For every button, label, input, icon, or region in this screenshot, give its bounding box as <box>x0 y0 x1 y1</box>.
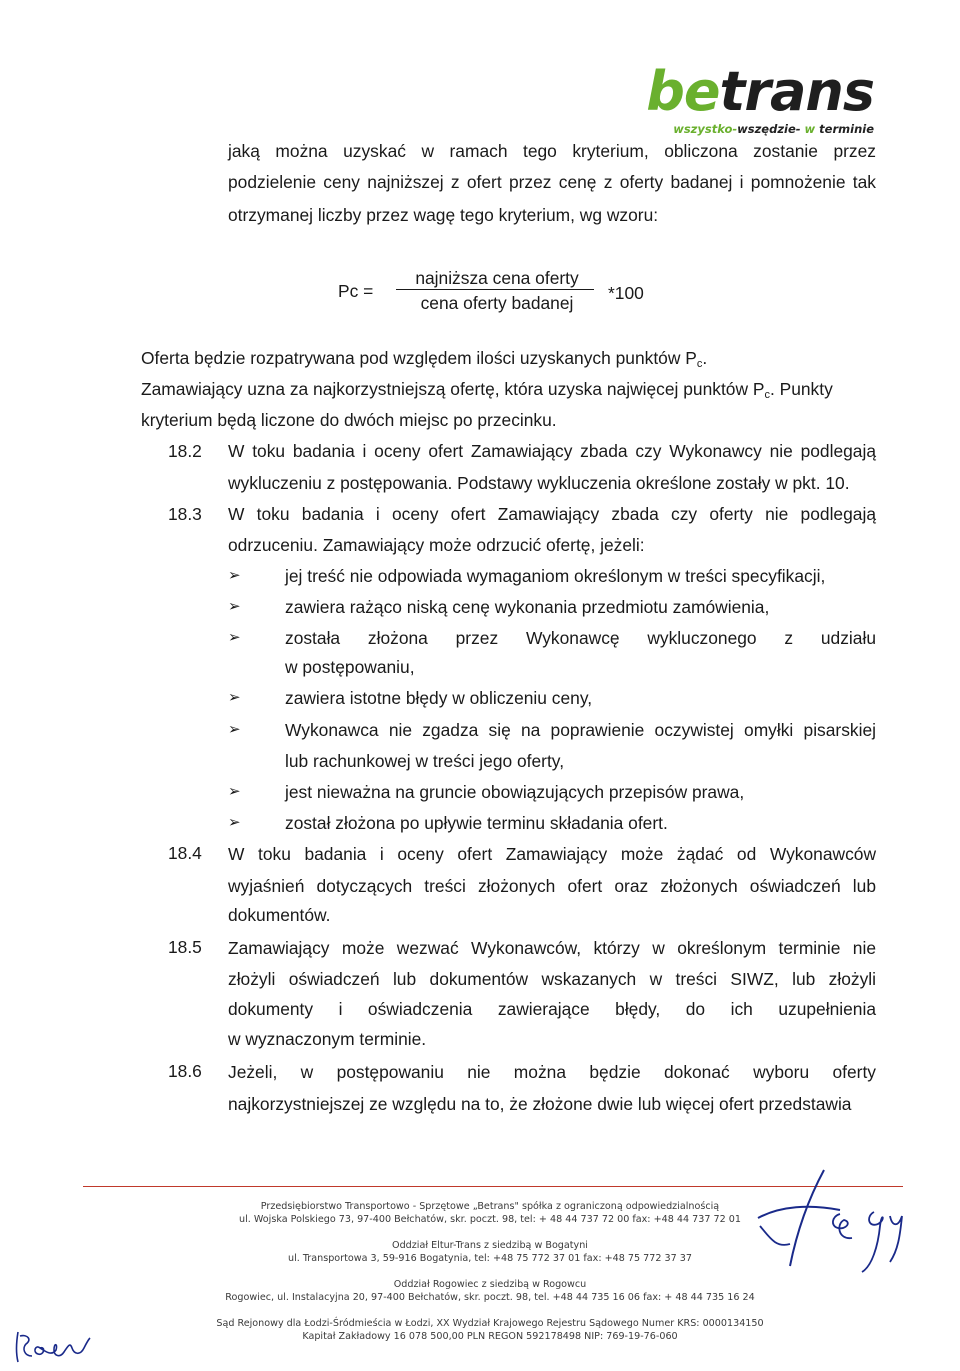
intro-line-2: podzielenie ceny najniższej z ofert przez cenę z oferty badanej i pomnożenie tak <box>228 172 876 192</box>
footer-capital-info: Kapitał Zakładowy 16 078 500,00 PLN REGON 592178498 NIP: 769-19-76-060 <box>302 1331 678 1342</box>
zamawiajacy-line-2: kryterium będą liczone do dwóch miejsc po przecinku. <box>141 410 557 430</box>
bullet-item: został złożona po upływie terminu składania ofert. <box>285 813 668 833</box>
section-18-4-line-2: wyjaśnień dotyczących treści złożonych ofert oraz złożonych oświadczeń lub <box>228 876 876 896</box>
bullet-item: zawiera rażąco niską cenę wykonania przedmiotu zamówienia, <box>285 597 770 617</box>
section-18-5-line-2: złożyli oświadczeń lub dokumentów wskazanych w treści SIWZ, lub złożyli <box>228 969 876 989</box>
footer-branch-1-address: ul. Transportowa 3, 59-916 Bogatynia, tel: +48 75 772 37 01 fax: +48 75 772 37 37 <box>288 1253 692 1264</box>
intro-line-1: jaką można uzyskać w ramach tego kryterium, obliczona zostanie przez <box>228 141 876 161</box>
footer-branch-2-title: Oddział Rogowiec z siedzibą w Rogowcu <box>393 1279 587 1290</box>
section-18-5-line-1: Zamawiający może wezwać Wykonawców, którzy w określonym terminie nie <box>228 938 876 958</box>
bullet-item: Wykonawca nie zgadza się na poprawienie oczywistej omyłki pisarskiej <box>285 720 876 740</box>
footer-branch-1-title: Oddział Eltur-Trans z siedzibą w Bogatyni <box>392 1240 588 1251</box>
bullet-item: zawiera istotne błędy w obliczeniu ceny, <box>285 688 593 708</box>
section-18-6-line-1: Jeżeli, w postępowaniu nie można będzie dokonać wyboru oferty <box>228 1062 876 1082</box>
section-18-4-line-3: dokumentów. <box>228 905 331 925</box>
footer-court-registry: Sąd Rejonowy dla Łodzi-Śródmieścia w Łodzi, XX Wydział Krajowego Rejestru Sądowego Numer KRS: 0000134150 <box>216 1318 764 1329</box>
initials-signature <box>10 1326 100 1366</box>
bullet-item: została złożona przez Wykonawcę wykluczonego z udziału <box>285 628 876 648</box>
arrow-bullet-icon: ➢ <box>228 783 241 800</box>
section-18-2-line-1: W toku badania i oceny ofert Zamawiający zbada czy Wykonawcy nie podlegają <box>228 441 876 461</box>
arrow-bullet-icon: ➢ <box>228 629 241 646</box>
zamawiajacy-line-1: Zamawiający uzna za najkorzystniejszą ofertę, która uzyska najwięcej punktów $P_c$. Punkty <box>141 379 833 401</box>
bullet-item: jej treść nie odpowiada wymaganiom określonym w treści specyfikacji, <box>285 566 826 586</box>
arrow-bullet-icon: ➢ <box>228 567 241 584</box>
logo-tagline: wszystko-wszędzie- w terminie <box>673 122 874 136</box>
arrow-bullet-icon: ➢ <box>228 814 241 831</box>
bullet-item-continuation: lub rachunkowej w treści jego oferty, <box>285 751 565 771</box>
section-number-18-5: 18.5 <box>168 937 202 957</box>
footer-branch-2-address: Rogowiec, ul. Instalacyjna 20, 97-400 Bełchatów, skr. poczt. 98, tel. +48 44 735 16 06 fax: + 48 44 735 16 24 <box>225 1292 755 1303</box>
handwritten-signature <box>740 1166 920 1286</box>
fraction-bar <box>396 289 594 290</box>
footer-hq-address: ul. Wojska Polskiego 73, 97-400 Bełchatów, skr. poczt. 98, tel: + 48 44 737 72 00 fax: +48 44 737 72 01 <box>239 1214 741 1225</box>
section-18-5-line-4: w wyznaczonym terminie. <box>228 1029 427 1049</box>
footer-company-line: Przedsiębiorstwo Transportowo - Sprzętowe „Betrans" spółka z ograniczoną odpowiedzialnością <box>260 1201 720 1212</box>
formula-numerator: najniższa cena oferty <box>415 268 579 288</box>
formula-label: Pc = <box>338 281 374 301</box>
section-18-2-line-2: wykluczeniu z postępowania. Podstawy wykluczenia określone zostały w pkt. 10. <box>228 473 850 493</box>
bullet-item: jest nieważna na gruncie obowiązujących przepisów prawa, <box>285 782 745 802</box>
intro-line-3: otrzymanej liczby przez wagę tego kryterium, wg wzoru: <box>228 205 659 225</box>
bullet-item-continuation: w postępowaniu, <box>285 657 415 677</box>
section-number-18-4: 18.4 <box>168 843 202 863</box>
arrow-bullet-icon: ➢ <box>228 689 241 706</box>
logo-wordmark: betrans <box>646 60 874 123</box>
section-18-6-line-2: najkorzystniejszej ze względu na to, że złożone dwie lub więcej ofert przedstawia <box>228 1094 852 1114</box>
section-number-18-6: 18.6 <box>168 1061 202 1081</box>
section-number-18-2: 18.2 <box>168 441 202 461</box>
formula-denominator: cena oferty badanej <box>420 293 574 313</box>
oferta-paragraph: Oferta będzie rozpatrywana pod względem ilości uzyskanych punktów $P_c$. <box>141 348 708 370</box>
arrow-bullet-icon: ➢ <box>228 598 241 615</box>
section-18-5-line-3: dokumenty i oświadczenia zawierające błędy, do ich uzupełnienia <box>228 999 876 1019</box>
formula-multiplier: *100 <box>608 283 644 303</box>
section-number-18-3: 18.3 <box>168 504 202 524</box>
arrow-bullet-icon: ➢ <box>228 721 241 738</box>
company-logo <box>646 60 874 136</box>
section-18-3-line-2: odrzuceniu. Zamawiający może odrzucić ofertę, jeżeli: <box>228 535 645 555</box>
section-18-4-line-1: W toku badania i oceny ofert Zamawiający może żądać od Wykonawców <box>228 844 876 864</box>
section-18-3-line-1: W toku badania i oceny ofert Zamawiający zbada czy oferty nie podlegają <box>228 504 876 524</box>
